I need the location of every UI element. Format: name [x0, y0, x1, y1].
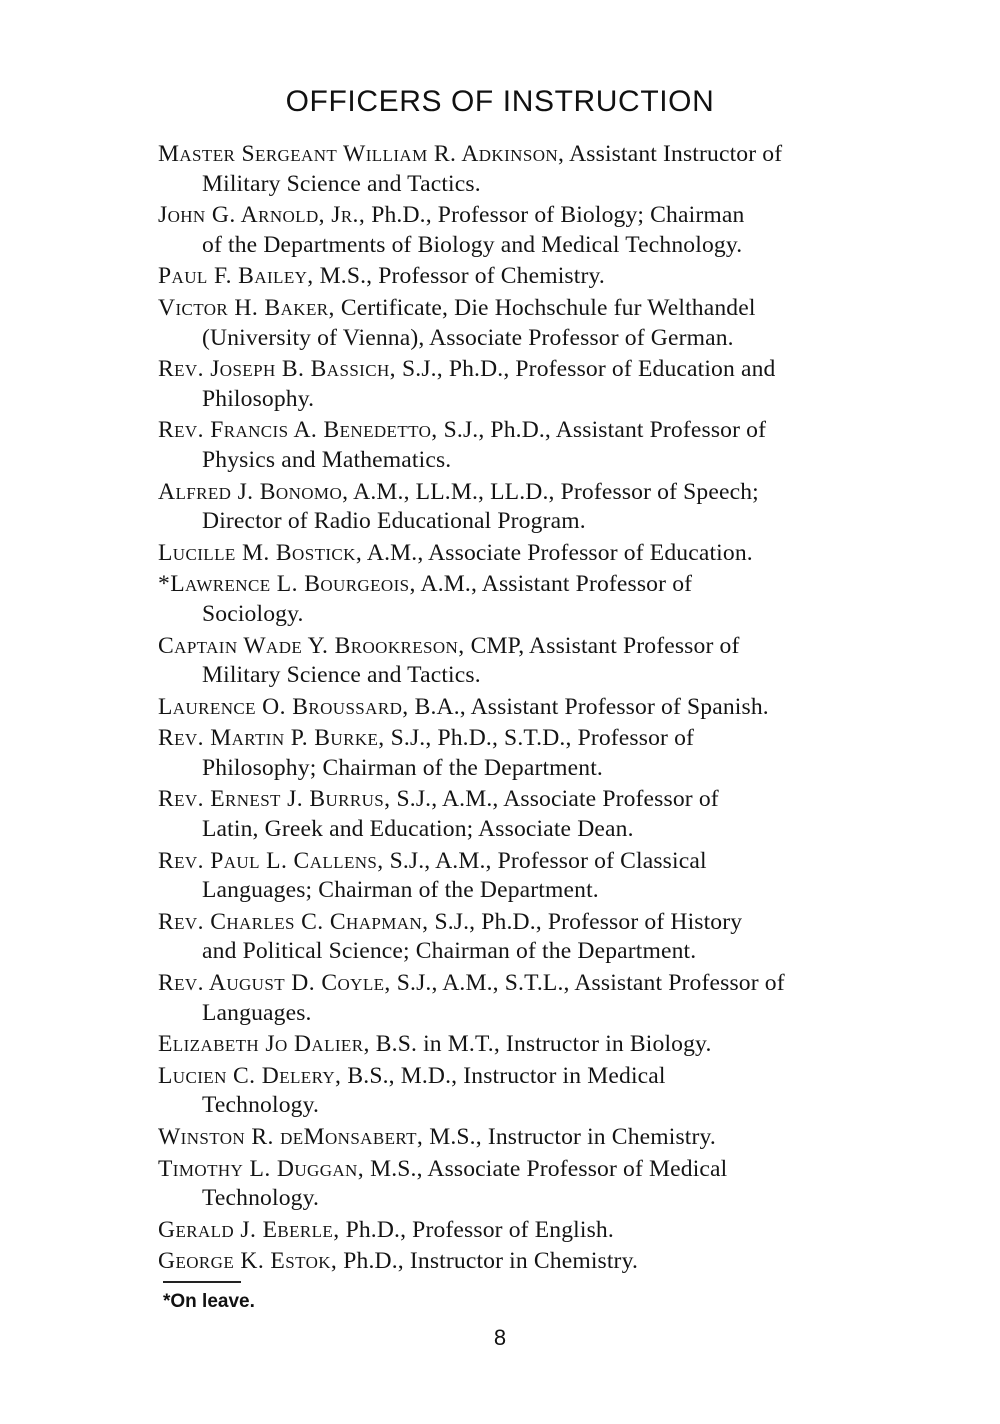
entry-first-line	[158, 262, 858, 292]
entry-text: B.S., M.D., Instructor in Medical	[341, 1062, 666, 1089]
footnote: *On leave.	[163, 1291, 255, 1312]
faculty-name: Timothy L. Duggan,	[158, 1155, 365, 1182]
entry-continuation: Languages; Chairman of the Department.	[202, 877, 599, 904]
faculty-entry	[158, 908, 858, 967]
entry-continuation: Philosophy; Chairman of the Department.	[202, 754, 603, 781]
entry-first-line	[158, 294, 858, 324]
entry-continuation: Philosophy.	[202, 385, 315, 412]
entry-continuation: Languages.	[202, 999, 312, 1026]
faculty-entry	[158, 539, 858, 569]
faculty-entry	[158, 201, 858, 260]
entry-first-line	[158, 1123, 858, 1153]
entry-continuation: Military Science and Tactics.	[202, 662, 481, 689]
entry-text: S.J., A.M., Associate Professor of	[390, 786, 719, 813]
faculty-entry	[158, 570, 858, 629]
entry-first-line	[158, 847, 858, 877]
entry-continuation: of the Departments of Biology and Medical Technology.	[202, 231, 743, 258]
faculty-entry	[158, 847, 858, 906]
entry-continuation: Military Science and Tactics.	[202, 170, 481, 197]
faculty-name: Lucille M. Bostick,	[158, 539, 363, 566]
faculty-entry	[158, 1216, 858, 1246]
faculty-entry	[158, 1062, 858, 1121]
faculty-entry	[158, 416, 858, 475]
entry-text: A.M., Assistant Professor of	[415, 571, 693, 598]
faculty-entry	[158, 785, 858, 844]
entry-text: Ph.D., Professor of Biology; Chairman	[365, 202, 745, 229]
entry-text: CMP, Assistant Professor of	[464, 632, 740, 659]
entry-first-line	[158, 785, 858, 815]
entry-first-line	[158, 724, 858, 754]
entry-text: M.S., Associate Professor of Medical	[364, 1155, 728, 1182]
entry-continuation: Latin, Greek and Education; Associate Dean.	[202, 816, 634, 843]
faculty-name: Rev. Joseph B. Bassich,	[158, 356, 396, 383]
entry-first-line	[158, 478, 858, 508]
entry-first-line	[158, 140, 858, 170]
faculty-entry	[158, 1155, 858, 1214]
faculty-name: Rev. August D. Coyle,	[158, 970, 391, 997]
entry-first-line	[158, 355, 858, 385]
faculty-name: Lucien C. Delery,	[158, 1062, 342, 1089]
faculty-name: Rev. Francis A. Benedetto,	[158, 417, 438, 444]
faculty-name: Elizabeth Jo Dalier,	[158, 1031, 370, 1058]
entry-continuation: Sociology.	[202, 600, 304, 627]
entry-text: S.J., Ph.D., Professor of History	[428, 908, 743, 935]
entry-text: S.J., Ph.D., Assistant Professor of	[437, 417, 767, 444]
entry-text: A.M., Associate Professor of Education.	[362, 539, 753, 566]
entry-text: M.S., Instructor in Chemistry.	[423, 1124, 716, 1150]
faculty-name: *Lawrence L. Bourgeois,	[158, 571, 416, 598]
entry-text: Certificate, Die Hochschule fur Welthandel	[334, 294, 756, 321]
footnote-divider	[163, 1281, 241, 1283]
entry-first-line	[158, 969, 858, 999]
entry-text: S.J., A.M., S.T.L., Assistant Professor of	[390, 970, 785, 997]
page-number: 8	[493, 1325, 507, 1350]
faculty-name: Master Sergeant William R. Adkinson,	[158, 141, 565, 167]
faculty-entry	[158, 478, 858, 537]
entry-first-line	[158, 416, 858, 446]
faculty-name: John G. Arnold, Jr.,	[158, 202, 366, 229]
entry-continuation: and Political Science; Chairman of the Department.	[202, 938, 697, 965]
entry-first-line	[158, 1155, 858, 1185]
entry-continuation: (University of Vienna), Associate Professor of German.	[202, 324, 734, 351]
faculty-entry	[158, 1030, 858, 1060]
entry-continuation: Director of Radio Educational Program.	[202, 508, 586, 535]
faculty-name: Alfred J. Bonomo,	[158, 478, 349, 505]
faculty-name: Rev. Ernest J. Burrus,	[158, 786, 391, 813]
entry-text: B.A., Assistant Professor of Spanish.	[408, 693, 769, 720]
faculty-entry	[158, 262, 858, 292]
entry-text: B.S. in M.T., Instructor in Biology.	[369, 1031, 712, 1058]
faculty-entry	[158, 1247, 858, 1277]
faculty-entry	[158, 355, 858, 414]
faculty-name: Captain Wade Y. Brookreson,	[158, 632, 465, 659]
faculty-list	[158, 140, 858, 1279]
faculty-entry	[158, 724, 858, 783]
entry-text: Ph.D., Professor of English.	[339, 1216, 614, 1243]
faculty-entry	[158, 140, 858, 199]
faculty-name: Winston R. deMonsabert,	[158, 1124, 424, 1150]
faculty-entry	[158, 1123, 858, 1153]
faculty-name: Laurence O. Broussard,	[158, 693, 409, 720]
entry-first-line	[158, 1062, 858, 1092]
faculty-name: George K. Estok,	[158, 1248, 338, 1275]
entry-first-line	[158, 1216, 858, 1246]
entry-first-line	[158, 1247, 858, 1277]
entry-first-line	[158, 570, 858, 600]
entry-text: S.J., Ph.D., S.T.D., Professor of	[384, 725, 695, 752]
page-title: OFFICERS OF INSTRUCTION	[285, 85, 715, 118]
entry-text: Assistant Instructor of	[564, 141, 783, 167]
faculty-entry	[158, 969, 858, 1028]
entry-continuation: Technology.	[202, 1092, 320, 1119]
faculty-name: Rev. Paul L. Callens,	[158, 847, 384, 874]
faculty-entry	[158, 693, 858, 723]
entry-first-line	[158, 1030, 858, 1060]
faculty-entry	[158, 632, 858, 691]
entry-text: M.S., Professor of Chemistry.	[313, 263, 605, 290]
entry-continuation: Technology.	[202, 1185, 320, 1212]
entry-first-line	[158, 201, 858, 231]
faculty-name: Gerald J. Eberle,	[158, 1216, 340, 1243]
faculty-name: Victor H. Baker,	[158, 294, 335, 321]
entry-first-line	[158, 908, 858, 938]
faculty-name: Rev. Martin P. Burke,	[158, 725, 385, 752]
faculty-name: Paul F. Bailey,	[158, 263, 314, 290]
entry-text: Ph.D., Instructor in Chemistry.	[337, 1248, 639, 1275]
entry-continuation: Physics and Mathematics.	[202, 446, 452, 473]
entry-first-line	[158, 539, 858, 569]
faculty-name: Rev. Charles C. Chapman,	[158, 908, 429, 935]
entry-text: S.J., Ph.D., Professor of Education and	[395, 356, 776, 383]
entry-text: S.J., A.M., Professor of Classical	[383, 847, 707, 874]
entry-first-line	[158, 632, 858, 662]
faculty-entry	[158, 294, 858, 353]
entry-text: A.M., LL.M., LL.D., Professor of Speech;	[348, 478, 759, 505]
entry-first-line	[158, 693, 858, 723]
